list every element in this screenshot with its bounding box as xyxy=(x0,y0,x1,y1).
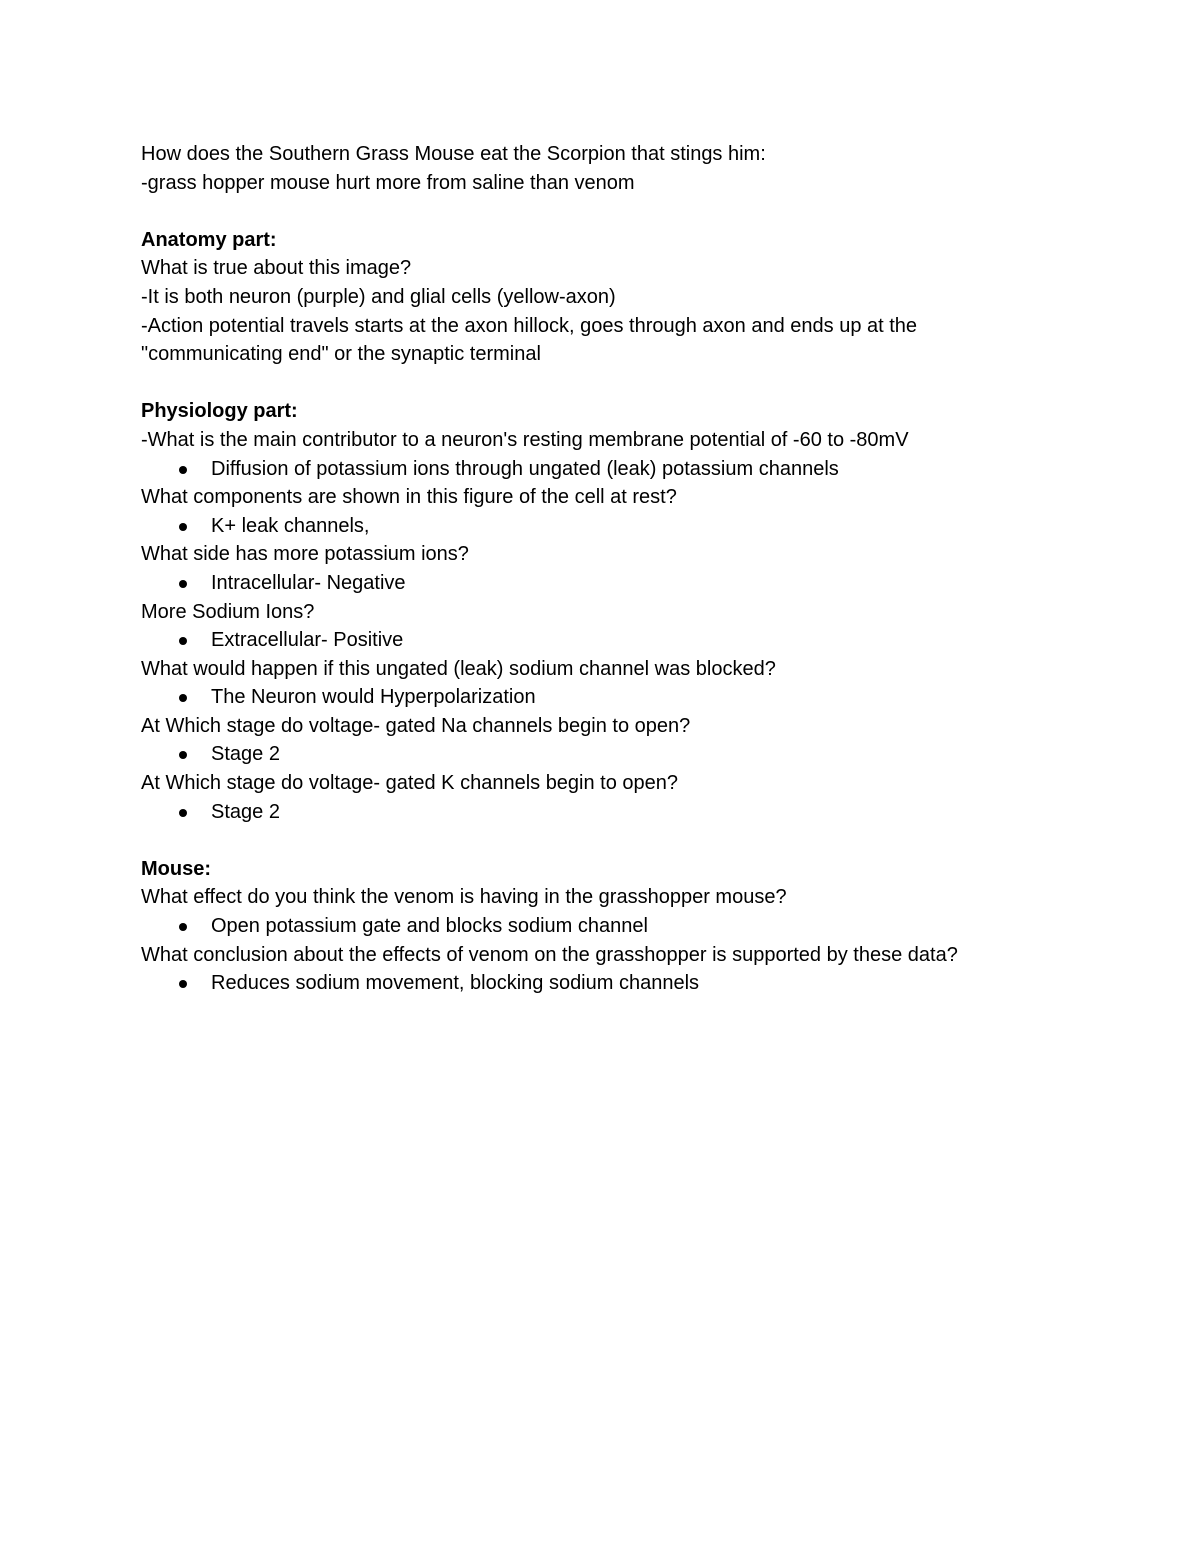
anatomy-point-1: -It is both neuron (purple) and glial cells (yellow-axon) xyxy=(141,285,616,308)
physiology-answer xyxy=(141,740,1121,769)
physiology-question: What would happen if this ungated (leak) sodium channel was blocked? xyxy=(141,657,776,680)
bullet-icon xyxy=(179,580,187,588)
anatomy-question: What is true about this image? xyxy=(141,257,412,280)
answer-text: Stage 2 xyxy=(211,800,280,823)
mouse-heading: Mouse: xyxy=(141,857,211,880)
anatomy-heading: Anatomy part: xyxy=(141,228,277,251)
physiology-answer xyxy=(141,626,1121,655)
physiology-answer xyxy=(141,798,1121,827)
mouse-question: What effect do you think the venom is having in the grasshopper mouse? xyxy=(141,886,787,909)
answer-text: Intracellular- Negative xyxy=(211,571,406,594)
physiology-question: At Which stage do voltage- gated Na channels begin to open? xyxy=(141,714,691,737)
anatomy-point-2-line-1: -Action potential travels starts at the axon hillock, goes through axon and ends up at the xyxy=(141,314,918,337)
bullet-icon xyxy=(179,466,187,474)
intro-question: How does the Southern Grass Mouse eat the Scorpion that stings him: xyxy=(141,143,766,165)
mouse-question: What conclusion about the effects of venom on the grasshopper is supported by these data? xyxy=(141,943,958,966)
mouse-answer xyxy=(141,912,1121,941)
answer-text: Extracellular- Positive xyxy=(211,629,404,652)
spacer xyxy=(141,369,1121,398)
answer-text: Diffusion of potassium ions through ungated (leak) potassium channels xyxy=(211,457,839,480)
spacer xyxy=(141,197,1121,226)
bullet-icon xyxy=(179,923,187,931)
bullet-icon xyxy=(179,809,187,817)
physiology-answer xyxy=(141,683,1121,712)
answer-text: Stage 2 xyxy=(211,743,280,766)
answer-text: The Neuron would Hyperpolarization xyxy=(211,686,536,709)
document-body xyxy=(141,140,1121,998)
physiology-question: At Which stage do voltage- gated K channels begin to open? xyxy=(141,772,679,795)
physiology-answer xyxy=(141,512,1121,541)
physiology-question: What components are shown in this figure of the cell at rest? xyxy=(141,486,677,509)
physiology-answer xyxy=(141,455,1121,484)
spacer xyxy=(141,826,1121,855)
physiology-question: -What is the main contributor to a neuron's resting membrane potential of -60 to -80mV xyxy=(141,428,909,451)
answer-text: Open potassium gate and blocks sodium channel xyxy=(211,915,648,938)
intro-note: -grass hopper mouse hurt more from saline than venom xyxy=(141,171,635,194)
physiology-question: What side has more potassium ions? xyxy=(141,543,469,566)
bullet-icon xyxy=(179,523,187,531)
physiology-heading: Physiology part: xyxy=(141,400,298,423)
anatomy-point-2-line-2: "communicating end" or the synaptic terminal xyxy=(141,343,541,366)
answer-text: Reduces sodium movement, blocking sodium channels xyxy=(211,972,700,995)
physiology-answer xyxy=(141,569,1121,598)
bullet-icon xyxy=(179,637,187,645)
physiology-question: More Sodium Ions? xyxy=(141,600,315,623)
bullet-icon xyxy=(179,694,187,702)
mouse-answer xyxy=(141,969,1121,998)
answer-text: K+ leak channels, xyxy=(211,514,370,537)
bullet-icon xyxy=(179,751,187,759)
bullet-icon xyxy=(179,980,187,988)
